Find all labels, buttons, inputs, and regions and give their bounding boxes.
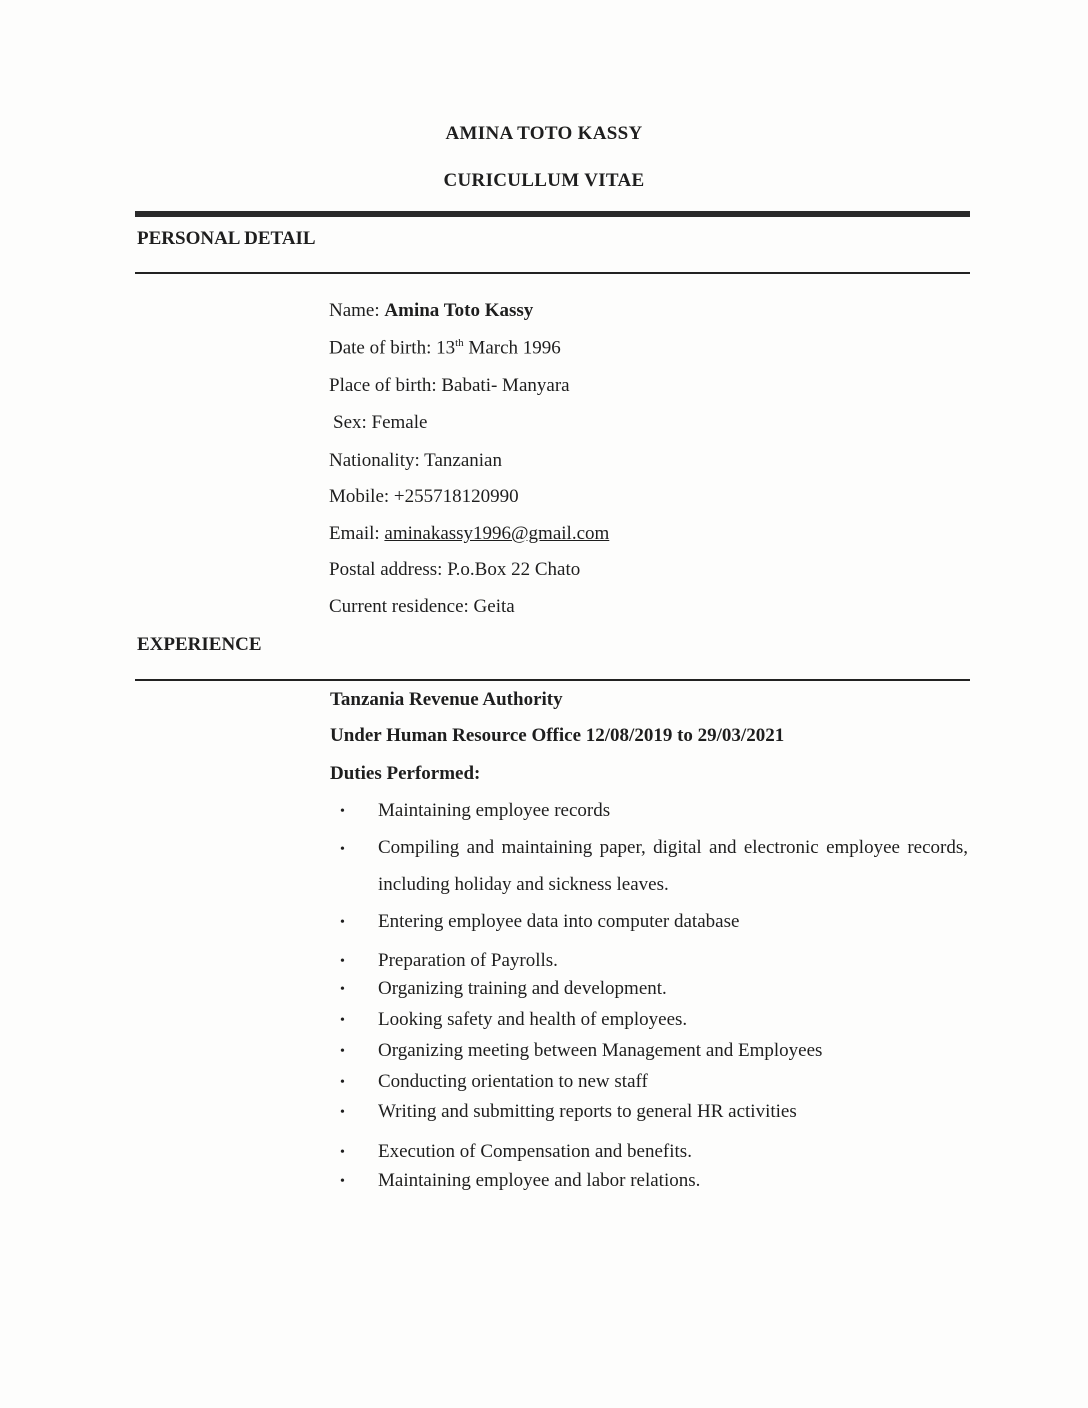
- duty-text: Compiling and maintaining paper, digital and electronic employee records, including holiday and sickness leaves.: [378, 837, 968, 895]
- dob-suffix: th: [455, 337, 464, 349]
- bullet-icon: •: [340, 804, 345, 819]
- dob-row: [329, 337, 561, 359]
- email-row: [329, 523, 609, 545]
- sex-row: Sex: Female: [333, 412, 428, 433]
- personal-detail-heading: PERSONAL DETAIL: [137, 228, 316, 249]
- duty-text: Execution of Compensation and benefits.: [378, 1141, 692, 1162]
- email-link[interactable]: aminakassy1996@gmail.com: [384, 523, 610, 544]
- bullet-icon: •: [340, 842, 345, 857]
- name-label: Name:: [329, 300, 385, 321]
- bullet-icon: •: [340, 915, 345, 930]
- email-label: Email:: [329, 523, 385, 544]
- duty-text: Maintaining employee records: [378, 800, 611, 821]
- bullet-icon: •: [340, 1105, 345, 1120]
- name-row: [329, 300, 533, 322]
- name-value: Amina Toto Kassy: [384, 300, 534, 321]
- duty-text: Writing and submitting reports to general HR activities: [378, 1101, 797, 1122]
- dob-rest: March 1996: [463, 337, 561, 359]
- duty-text: Organizing meeting between Management and Employees: [378, 1040, 823, 1061]
- bullet-icon: •: [340, 1044, 345, 1059]
- experience-divider: [135, 679, 970, 681]
- bullet-icon: •: [340, 1013, 345, 1028]
- duty-text: Maintaining employee and labor relations.: [378, 1170, 701, 1191]
- experience-heading: EXPERIENCE: [137, 634, 262, 655]
- current-residence-row: Current residence: Geita: [329, 596, 515, 617]
- position-and-dates: Under Human Resource Office 12/08/2019 to 29/03/2021: [330, 725, 785, 746]
- duties-heading: Duties Performed:: [330, 763, 481, 784]
- duty-text: Conducting orientation to new staff: [378, 1071, 648, 1092]
- bullet-icon: •: [340, 982, 345, 997]
- duty-text: Entering employee data into computer database: [378, 911, 740, 932]
- bullet-icon: •: [340, 1075, 345, 1090]
- personal-detail-divider: [135, 272, 970, 274]
- dob-label: Date of birth: 13: [329, 337, 456, 359]
- duty-text: Preparation of Payrolls.: [378, 950, 558, 971]
- place-of-birth-row: Place of birth: Babati- Manyara: [329, 375, 570, 396]
- bullet-icon: •: [340, 1145, 345, 1160]
- employer-name: Tanzania Revenue Authority: [330, 689, 563, 710]
- document-name-title: AMINA TOTO KASSY: [445, 123, 643, 144]
- mobile-row: Mobile: +255718120990: [329, 486, 519, 507]
- nationality-row: Nationality: Tanzanian: [329, 450, 502, 471]
- duty-text: Looking safety and health of employees.: [378, 1009, 688, 1030]
- header-divider: [135, 211, 970, 217]
- duty-text: Organizing training and development.: [378, 978, 667, 999]
- bullet-icon: •: [340, 1174, 345, 1189]
- document-subtitle: CURICULLUM VITAE: [443, 170, 645, 191]
- postal-address-row: Postal address: P.o.Box 22 Chato: [329, 559, 581, 580]
- bullet-icon: •: [340, 954, 345, 969]
